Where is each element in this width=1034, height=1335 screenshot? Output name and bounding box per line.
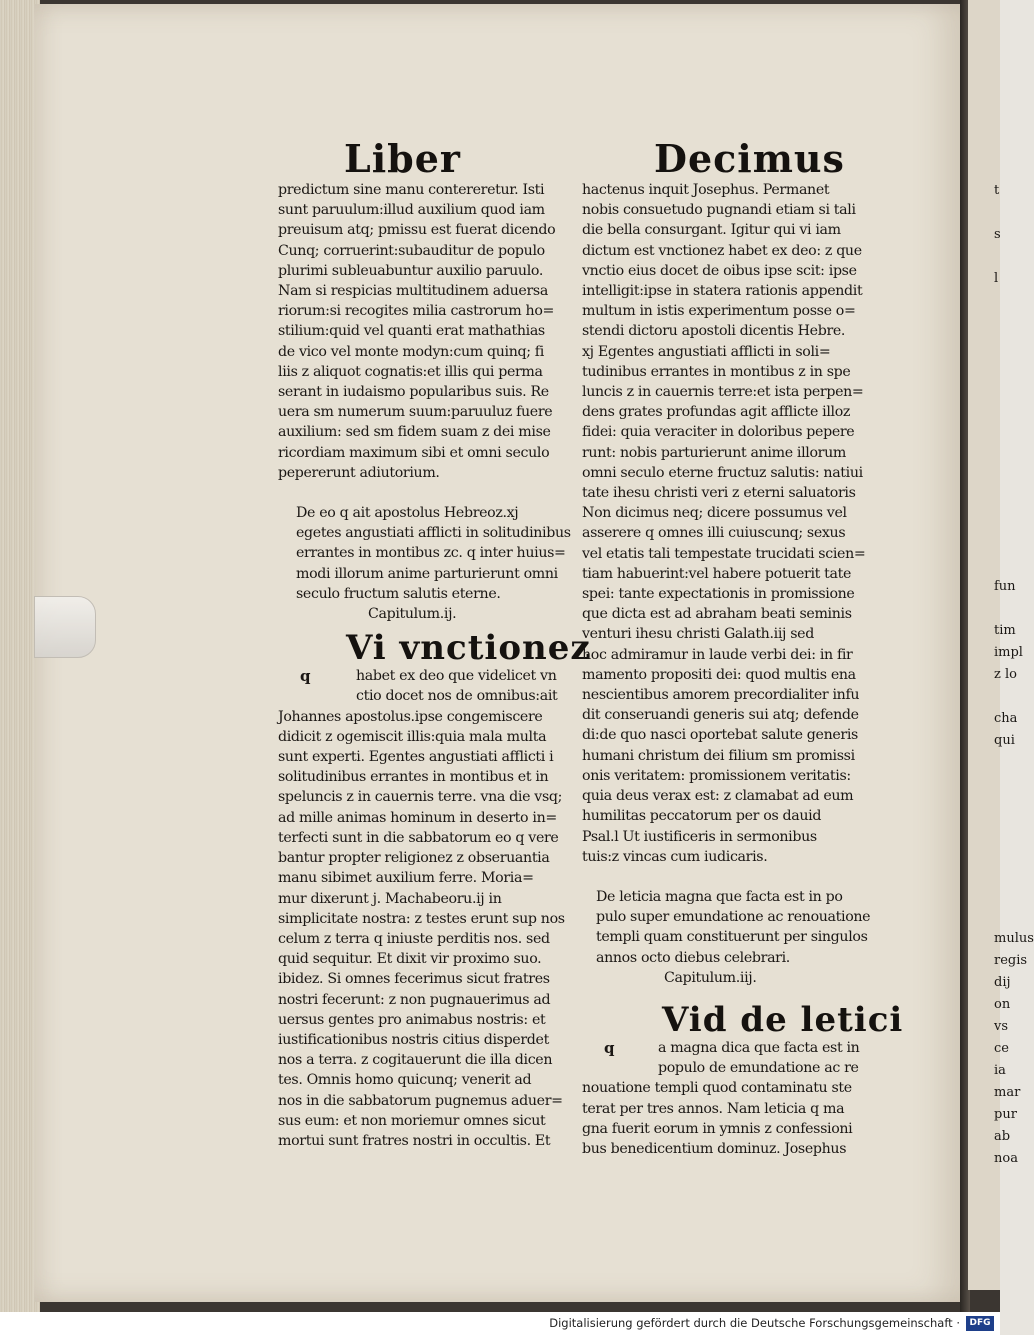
text-line: tate ihesu christi veri z eterni saluatoris — [582, 485, 856, 502]
facing-page-fragment: l — [994, 271, 999, 286]
footer-bar — [0, 1312, 1000, 1335]
text-line: gna fuerit eorum in ymnis z confessioni — [582, 1120, 853, 1137]
left-paragraph-2 — [278, 707, 578, 1151]
text-line: dens grates profundas agit afflicte illoz — [582, 404, 851, 421]
right-initial-letter: q — [604, 1038, 615, 1057]
facing-page-fragment: fun — [994, 579, 1016, 594]
text-line: nobis consuetudo pugnandi etiam si tali — [582, 202, 856, 219]
facing-page-fragment: ab — [994, 1129, 1011, 1144]
text-line: predictum sine manu contereretur. Isti — [278, 182, 545, 198]
facing-page-fragment: s — [994, 227, 1001, 242]
text-line: humilitas peccatorum per os dauid — [582, 808, 822, 825]
left-chapter-label: Capitulum.ij. — [368, 606, 457, 623]
text-line: annos octo diebus celebrari. — [596, 949, 790, 966]
text-line: tudinibus errantes in montibus z in spe — [582, 363, 851, 380]
text-line: bantur propter religionez z obseruantia — [278, 850, 550, 867]
text-line: celum z terra q iniuste perditis nos. sed — [278, 930, 550, 947]
text-line: populo de emundatione ac re — [658, 1060, 859, 1077]
facing-page-fragment: mar — [994, 1085, 1021, 1100]
text-line: riorum:si recogites milia castrorum ho= — [278, 303, 555, 320]
text-line: ricordiam maximum sibi et omni seculo — [278, 444, 550, 461]
text-line: tes. Omnis homo quicunq; venerit ad — [278, 1072, 532, 1089]
facing-page-fragment: qui — [994, 733, 1015, 748]
text-line: terat per tres annos. Nam leticia q ma — [582, 1100, 845, 1117]
text-line: uersus gentes pro animabus nostris: et — [278, 1011, 546, 1028]
text-line: Nam si respicias multitudinem aduersa — [278, 283, 548, 300]
text-line: vel etatis tali tempestate trucidati scien= — [582, 545, 866, 562]
page-clip — [34, 596, 96, 658]
text-line: spei: tante expectationis in promissione — [582, 586, 855, 603]
text-line: sus eum: et non moriemur omnes sicut — [278, 1112, 546, 1129]
text-line: sunt paruulum:illud auxilium quod iam — [278, 202, 545, 219]
text-line: asserere q omnes illi cuiuscunq; sexus — [582, 525, 846, 542]
text-line: vnctio eius docet de oibus ipse scit: ipse — [582, 262, 857, 279]
text-line: tuis:z vincas cum iudicaris. — [582, 848, 768, 865]
text-line: a magna dica que facta est in — [658, 1039, 860, 1056]
dfg-logo: DFG — [966, 1316, 994, 1331]
text-line: xj Egentes angustiati afflicti in soli= — [582, 343, 831, 360]
text-line: hactenus inquit Josephus. Permanet — [582, 182, 830, 198]
text-line: bus benedicentium dominuz. Josephus — [582, 1140, 847, 1157]
footer-credit: Digitalisierung gefördert durch die Deutsche Forschungsgemeinschaft · — [549, 1316, 960, 1330]
left-section-heading: Vi vnctionez — [346, 628, 591, 669]
text-line: hoc admiramur in laude verbi dei: in fir — [582, 646, 853, 663]
text-line: iustificationibus nostris citius disperdet — [278, 1031, 549, 1048]
text-line: di:de quo nasci oportebat salute generis — [582, 727, 858, 744]
facing-page-fragment: ce — [994, 1041, 1009, 1056]
text-line: die bella consurgant. Igitur qui vi iam — [582, 222, 841, 239]
text-line: plurimi subleuabuntur auxilio paruulo. — [278, 262, 543, 279]
text-line: dit conseruandi generis sui atq; defende — [582, 707, 859, 724]
facing-page-fragment: dij — [994, 975, 1011, 990]
text-line: stilium:quid vel quanti erat mathathias — [278, 323, 545, 340]
text-line: omni seculo eterne fructuz salutis: natiui — [582, 464, 863, 481]
text-line: didicit z ogemiscit illis:quia mala multa — [278, 728, 547, 745]
left-column — [278, 180, 591, 1151]
text-line: De eo q ait apostolus Hebreoz.xj — [296, 505, 519, 522]
text-line: luncis z in cauernis terre:et ista perpen= — [582, 384, 864, 401]
text-line: Cunq; corruerint:subauditur de populo — [278, 242, 545, 259]
text-line: terfecti sunt in die sabbatorum eo q vere — [278, 829, 559, 846]
text-line: serant in iudaismo popularibus suis. Re — [278, 384, 549, 401]
text-line: stendi dictoru apostoli dicentis Hebre. — [582, 323, 846, 340]
text-line: dictum est vnctionez habet ex deo: z que — [582, 242, 862, 259]
text-line: liis z aliquot cognatis:et illis qui perma — [278, 363, 543, 380]
text-line: nos a terra. z cogitauerunt die illa dicen — [278, 1052, 553, 1069]
text-line: speluncis z in cauernis terre. vna die vsq; — [278, 789, 563, 806]
facing-page-fragment: pur — [994, 1107, 1017, 1122]
facing-page-fragment: on — [994, 997, 1011, 1012]
text-line: uera sm numerum suum:paruuluz fuere — [278, 404, 553, 421]
text-line: pulo super emundatione ac renouatione — [596, 909, 871, 926]
text-line: solitudinibus errantes in montibus et in — [278, 769, 549, 786]
facing-page-fragment: z lo — [994, 667, 1017, 682]
right-rubric — [582, 887, 882, 968]
text-line: modi illorum anime parturierunt omni — [296, 565, 558, 582]
text-line: nescientibus amorem precordialiter infu — [582, 687, 860, 704]
text-line: auxilium: sed sm fidem suam z dei mise — [278, 424, 551, 441]
text-line: nostri fecerunt: z non pugnauerimus ad — [278, 991, 551, 1008]
text-line: seculo fructum salutis eterne. — [296, 585, 501, 602]
text-line: mur dixerunt j. Machabeoru.ij in — [278, 890, 502, 907]
text-line: pepererunt adiutorium. — [278, 464, 440, 481]
text-line: intelligit:ipse in statera rationis appendit — [582, 283, 863, 300]
text-line: que dicta est ad abraham beati seminis — [582, 606, 852, 623]
right-chapter-label: Capitulum.iij. — [664, 969, 757, 986]
text-line: manu sibimet auxilium ferre. Moria= — [278, 870, 534, 887]
text-line: fidei: quia veraciter in doloribus pepere — [582, 424, 855, 441]
text-line: templi quam constituerunt per singulos — [596, 929, 868, 946]
text-line: egetes angustiati afflicti in solitudinibus — [296, 525, 571, 542]
text-line: venturi ihesu christi Galath.iij sed — [582, 626, 814, 643]
right-section-heading: Vid de letici — [662, 999, 904, 1040]
text-line: onis veritatem: promissionem veritatis: — [582, 767, 851, 784]
text-line: ibidez. Si omnes fecerimus sicut fratres — [278, 971, 550, 988]
left-rubric — [278, 503, 578, 604]
text-line: ad mille animas hominum in deserto in= — [278, 809, 557, 826]
text-line: simplicitate nostra: z testes erunt sup nos — [278, 910, 565, 927]
text-line: habet ex deo que videlicet vn — [356, 668, 557, 685]
text-line: errantes in montibus zc. q inter huius= — [296, 545, 566, 562]
facing-page-fragment: impl — [994, 645, 1023, 660]
text-line: De leticia magna que facta est in po — [596, 888, 843, 905]
text-line: ctio docet nos de omnibus:ait — [356, 688, 558, 705]
facing-page-fragment: regis — [994, 953, 1028, 968]
page-heading-right: Decimus — [654, 136, 845, 181]
facing-page-edge — [968, 0, 1034, 1290]
text-line: multum in istis experimentum posse o= — [582, 303, 856, 320]
right-paragraph-2 — [582, 1078, 882, 1159]
text-line: Johannes apostolus.ipse congemiscere — [278, 708, 543, 725]
facing-page-fragment: ia — [994, 1063, 1006, 1078]
left-initial-block — [278, 666, 578, 706]
text-line: Psal.l Ut iustificeris in sermonibus — [582, 828, 817, 845]
text-line: tiam habuerint:vel habere potuerit tate — [582, 565, 852, 582]
text-line: mamento propositi dei: quod multis ena — [582, 666, 856, 683]
text-line: Non dicimus neq; dicere possumus vel — [582, 505, 847, 522]
right-paragraph-1 — [582, 180, 882, 867]
text-line: humani christum dei filium sm promissi — [582, 747, 855, 764]
text-line: runt: nobis parturierunt anime illorum — [582, 444, 847, 461]
facing-page-fragment: t — [994, 183, 1000, 198]
text-line: preuisum atq; pmissu est fuerat dicendo — [278, 222, 556, 239]
book-page — [34, 4, 962, 1302]
text-line: quid sequitur. Et dixit vir proximo suo. — [278, 951, 542, 968]
left-initial-letter: q — [300, 667, 311, 686]
text-line: nouatione templi quod contaminatu ste — [582, 1080, 852, 1097]
facing-page-fragment: noa — [994, 1151, 1018, 1166]
right-column — [582, 180, 904, 1159]
facing-page-fragment: tim — [994, 623, 1016, 638]
facing-page-fragment: vs — [994, 1019, 1009, 1034]
text-line: nos in die sabbatorum pugnemus aduer= — [278, 1092, 563, 1109]
right-initial-block — [582, 1038, 882, 1078]
text-line: mortui sunt fratres nostri in occultis. Et — [278, 1132, 551, 1149]
facing-page-fragment: mulus — [994, 931, 1034, 946]
text-line: quia deus verax est: z clamabat ad eum — [582, 788, 854, 805]
left-paragraph-1 — [278, 180, 578, 483]
facing-page-fragment: cha — [994, 711, 1018, 726]
text-line: de vico vel monte modyn:cum quinq; fi — [278, 343, 544, 360]
page-heading-left: Liber — [344, 136, 461, 181]
text-line: sunt experti. Egentes angustiati afflicti i — [278, 749, 554, 766]
